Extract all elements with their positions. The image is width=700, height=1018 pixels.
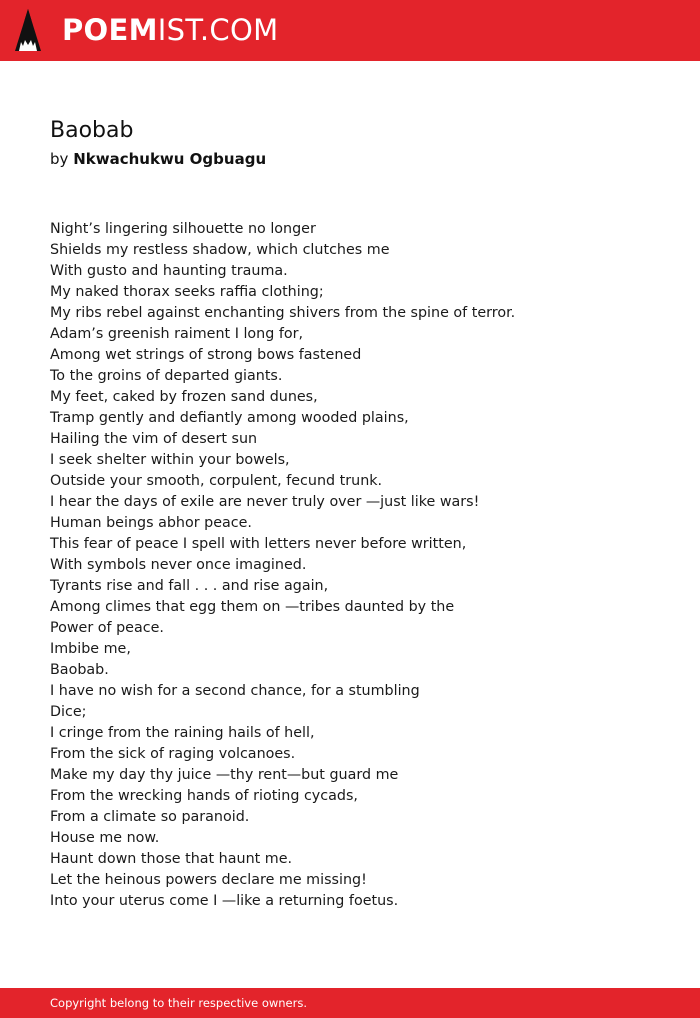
poem-line: I cringe from the raining hails of hell,: [50, 725, 315, 741]
poem-line: My naked thorax seeks raffia clothing;: [50, 284, 324, 300]
poem-line: Dice;: [50, 704, 87, 720]
poem-line: My ribs rebel against enchanting shivers from the spine of terror.: [50, 305, 516, 321]
site-logo[interactable]: [14, 6, 278, 54]
poem-body: [50, 219, 670, 912]
poem-line: Make my day thy juice —thy rent—but guard me: [50, 767, 399, 783]
poem-heading: [50, 115, 670, 170]
poem-line: I have no wish for a second chance, for a stumbling: [50, 683, 420, 699]
poem-line: From a climate so paranoid.: [50, 809, 250, 825]
poem-line: With gusto and haunting trauma.: [50, 263, 288, 279]
poem-line: Night’s lingering silhouette no longer: [50, 221, 316, 237]
poem-line: Among wet strings of strong bows fastened: [50, 347, 362, 363]
poem-line: This fear of peace I spell with letters never before written,: [50, 536, 467, 552]
poem-line: House me now.: [50, 830, 160, 846]
poem-line: To the groins of departed giants.: [50, 368, 283, 384]
logo-wordmark-bold: POEM: [62, 12, 158, 47]
poem-line: From the wrecking hands of rioting cycads,: [50, 788, 358, 804]
poem-line: Tramp gently and defiantly among wooded plains,: [50, 410, 409, 426]
poem-line: Imbibe me,: [50, 641, 131, 657]
site-header: [0, 0, 700, 61]
poem-line: From the sick of raging volcanoes.: [50, 746, 296, 762]
poem-line: I hear the days of exile are never truly over —just like wars!: [50, 494, 480, 510]
poem-line: Hailing the vim of desert sun: [50, 431, 258, 447]
poem-byline: [50, 148, 670, 170]
poem-line: Shields my restless shadow, which clutches me: [50, 242, 390, 258]
poem-author: Nkwachukwu Ogbuagu: [73, 150, 267, 168]
poem-line: Power of peace.: [50, 620, 164, 636]
poem-line: Human beings abhor peace.: [50, 515, 252, 531]
poem-title: Baobab: [50, 118, 134, 143]
poem-line: Among climes that egg them on —tribes daunted by the: [50, 599, 455, 615]
poem-line: Adam’s greenish raiment I long for,: [50, 326, 304, 342]
poem-line: Let the heinous powers declare me missing!: [50, 872, 367, 888]
poem-line: Outside your smooth, corpulent, fecund trunk.: [50, 473, 383, 489]
poem-line: My feet, caked by frozen sand dunes,: [50, 389, 318, 405]
poem-line: With symbols never once imagined.: [50, 557, 307, 573]
poem-line: Tyrants rise and fall . . . and rise again,: [50, 578, 329, 594]
byline-prefix: by: [50, 150, 69, 168]
site-footer: [0, 988, 700, 1018]
poem-line: Haunt down those that haunt me.: [50, 851, 293, 867]
copyright-notice: Copyright belong to their respective owners.: [50, 996, 308, 1010]
logo-wordmark: [62, 12, 279, 47]
pencil-tip-icon: [14, 8, 42, 52]
poem-line: Into your uterus come I —like a returning foetus.: [50, 893, 399, 909]
logo-wordmark-light: IST.COM: [157, 12, 279, 47]
poem-line: I seek shelter within your bowels,: [50, 452, 290, 468]
poem-line: Baobab.: [50, 662, 109, 678]
